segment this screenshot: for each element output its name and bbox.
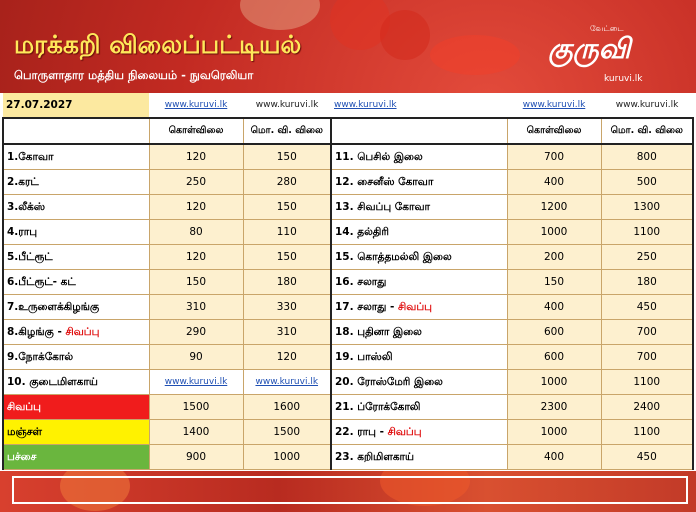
col-header-wholesale: கொள்விலை (507, 118, 601, 144)
col-header-retail: மொ. வி. விலை (243, 118, 331, 144)
wholesale-price: 90 (149, 345, 243, 370)
logo-tagline: வேட்டை (590, 24, 624, 33)
item-name (331, 295, 507, 320)
wholesale-price: 290 (149, 320, 243, 345)
table-row (3, 420, 693, 445)
table-row (3, 370, 693, 395)
item-name: 9.நோக்கோல் (3, 345, 149, 370)
wholesale-price: 1500 (149, 395, 243, 420)
retail-price: 700 (601, 345, 693, 370)
wholesale-price: 1000 (507, 370, 601, 395)
table-row (3, 245, 693, 270)
wholesale-price: 120 (149, 195, 243, 220)
website-link[interactable]: www.kuruvi.lk (164, 100, 228, 110)
item-name: 23. கறிமிளகாய் (331, 445, 507, 470)
website-text: www.kuruvi.lk (255, 100, 319, 110)
table-row (3, 144, 693, 170)
website-link[interactable]: www.kuruvi.lk (149, 370, 243, 395)
retail-price: 450 (601, 445, 693, 470)
table-row (3, 270, 693, 295)
price-table (2, 93, 694, 470)
retail-price: 150 (243, 245, 331, 270)
header-blank (3, 118, 149, 144)
item-name-text: 8.கிழங்கு - (7, 325, 66, 338)
wholesale-price: 150 (507, 270, 601, 295)
item-name-red: சிவப்பு (387, 425, 422, 438)
item-name: 13. சிவப்பு கோவா (331, 195, 507, 220)
item-name (3, 320, 149, 345)
retail-price: 500 (601, 170, 693, 195)
table-row (3, 345, 693, 370)
wholesale-price: 400 (507, 295, 601, 320)
table-row (3, 220, 693, 245)
retail-price: 450 (601, 295, 693, 320)
item-name: 18. புதினா இலை (331, 320, 507, 345)
item-name-red: சிவப்பு (65, 325, 100, 338)
page-subtitle: பொருளாதார மத்திய நிலையம் - நுவரெலியா (14, 68, 254, 82)
retail-price: 1300 (601, 195, 693, 220)
item-name: சிவப்பு (3, 395, 149, 420)
wholesale-price: 1200 (507, 195, 601, 220)
retail-price: 1500 (243, 420, 331, 445)
table-row (3, 295, 693, 320)
price-sheet (0, 93, 696, 471)
item-name: 20. ரோஸ்மேரி இலை (331, 370, 507, 395)
retail-price: 1000 (243, 445, 331, 470)
wholesale-price: 120 (149, 144, 243, 170)
item-name: 15. கொத்தமல்லி இலை (331, 245, 507, 270)
table-row (3, 170, 693, 195)
wholesale-price: 150 (149, 270, 243, 295)
retail-price: 2400 (601, 395, 693, 420)
wholesale-price: 400 (507, 445, 601, 470)
wholesale-price: 80 (149, 220, 243, 245)
wholesale-price: 600 (507, 345, 601, 370)
onion-image (240, 0, 320, 30)
item-name: மஞ்சள் (3, 420, 149, 445)
page-title: மரக்கறி விலைப்பட்டியல் (14, 30, 302, 59)
wholesale-price: 1000 (507, 420, 601, 445)
header-blank (331, 118, 507, 144)
item-name: 21. ப்ரோக்கோலி (331, 395, 507, 420)
pepper-image (430, 35, 520, 75)
retail-price: 180 (601, 270, 693, 295)
wholesale-price: 2300 (507, 395, 601, 420)
website-link[interactable]: www.kuruvi.lk (522, 100, 586, 110)
wholesale-price: 600 (507, 320, 601, 345)
item-name: 3.லீக்ஸ் (3, 195, 149, 220)
wholesale-price: 200 (507, 245, 601, 270)
wholesale-price: 1400 (149, 420, 243, 445)
table-row (3, 445, 693, 470)
retail-price: 120 (243, 345, 331, 370)
retail-price: 250 (601, 245, 693, 270)
kuruvi-logo[interactable] (548, 24, 658, 92)
item-name: 1.கோவா (3, 144, 149, 170)
table-row (3, 320, 693, 345)
item-name (331, 420, 507, 445)
item-name: 12. சைனீஸ் கோவா (331, 170, 507, 195)
item-name: 16. சலாது (331, 270, 507, 295)
retail-price: 1100 (601, 420, 693, 445)
retail-price: 800 (601, 144, 693, 170)
website-text: www.kuruvi.lk (615, 100, 679, 110)
col-header-retail: மொ. வி. விலை (601, 118, 693, 144)
retail-price: 1100 (601, 370, 693, 395)
header-banner (0, 0, 696, 92)
item-name-red: சிவப்பு (398, 300, 432, 313)
footer-frame (12, 476, 688, 504)
retail-price: 110 (243, 220, 331, 245)
website-link[interactable]: www.kuruvi.lk (334, 100, 397, 110)
wholesale-price: 250 (149, 170, 243, 195)
wholesale-price: 400 (507, 170, 601, 195)
price-rows (3, 144, 693, 470)
date-label: 27.07.2027 (3, 93, 149, 118)
logo-url: kuruvi.lk (604, 74, 643, 84)
wholesale-price: 900 (149, 445, 243, 470)
item-name: 7.உருளைக்கிழங்கு (3, 295, 149, 320)
item-name-text: 17. சலாது - (335, 300, 399, 313)
tomato-image (380, 10, 430, 60)
item-name: 10. குடைமிளகாய் (3, 370, 149, 395)
website-link[interactable]: www.kuruvi.lk (243, 370, 331, 395)
wholesale-price: 310 (149, 295, 243, 320)
retail-price: 150 (243, 144, 331, 170)
retail-price: 150 (243, 195, 331, 220)
retail-price: 700 (601, 320, 693, 345)
wholesale-price: 120 (149, 245, 243, 270)
item-name: 2.கரட் (3, 170, 149, 195)
retail-price: 1600 (243, 395, 331, 420)
retail-price: 310 (243, 320, 331, 345)
item-name: 4.ராபு (3, 220, 149, 245)
retail-price: 180 (243, 270, 331, 295)
wholesale-price: 1000 (507, 220, 601, 245)
table-row (3, 195, 693, 220)
wholesale-price: 700 (507, 144, 601, 170)
retail-price: 330 (243, 295, 331, 320)
item-name: பச்சை (3, 445, 149, 470)
item-name: 14. தல்திரி (331, 220, 507, 245)
footer-banner (0, 471, 696, 512)
table-row (3, 395, 693, 420)
item-name: 6.பீட்ரூட்- கட் (3, 270, 149, 295)
item-name: 19. பாஸ்லி (331, 345, 507, 370)
retail-price: 280 (243, 170, 331, 195)
col-header-wholesale: கொள்விலை (149, 118, 243, 144)
item-name: 11. பெசில் இலை (331, 144, 507, 170)
retail-price: 1100 (601, 220, 693, 245)
item-name: 5.பீட்ரூட் (3, 245, 149, 270)
logo-word: குருவி (548, 32, 631, 65)
item-name-text: 22. ராபு - (335, 425, 388, 438)
